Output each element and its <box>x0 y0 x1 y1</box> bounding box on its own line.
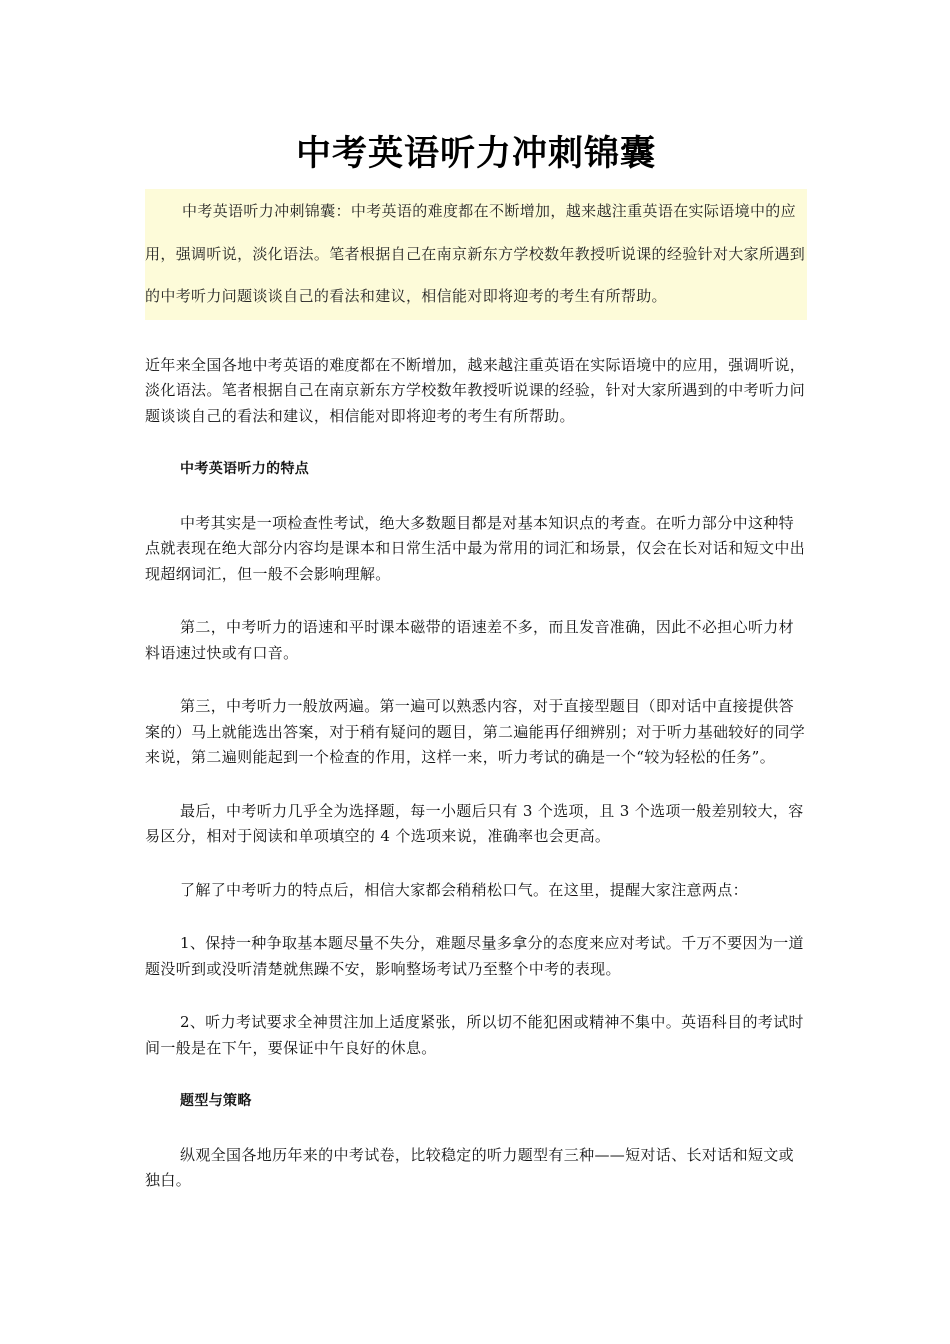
paragraph: 2、听力考试要求全神贯注加上适度紧张，所以切不能犯困或精神不集中。英语科目的考试时间一般是在下午，要保证中午良好的休息。 <box>145 1013 804 1057</box>
article-body <box>145 353 807 1194</box>
paragraph: 第二，中考听力的语速和平时课本磁带的语速差不多，而且发音准确，因此不必担心听力材料语速过快或有口音。 <box>145 618 795 662</box>
document-title: 中考英语听力冲刺锦囊 <box>295 133 656 174</box>
paragraph: 1、保持一种争取基本题尽量不失分，难题尽量多拿分的态度来应对考试。千万不要因为一道题没听到或没听清楚就焦躁不安，影响整场考试乃至整个中考的表现。 <box>145 934 804 978</box>
section-heading-strategy: 题型与策略 <box>180 1093 252 1109</box>
paragraph: 最后，中考听力几乎全为选择题，每一小题后只有 3 个选项，且 3 个选项一般差别较大，容易区分，相对于阅读和单项填空的 4 个选项来说，准确率也会更高。 <box>145 801 804 845</box>
document-page <box>145 0 807 1222</box>
paragraph: 第三，中考听力一般放两遍。第一遍可以熟悉内容，对于直接型题目（即对话中直接提供答案的）马上就能选出答案，对于稍有疑问的题目，第二遍能再仔细辨别；对于听力基础较好的同学来说，第二遍则能起到一个检查的作用，这样一来，听力考试的确是一个“较为轻松的任务”。 <box>145 697 806 766</box>
paragraph: 了解了中考听力的特点后，相信大家都会稍稍松口气。在这里，提醒大家注意两点： <box>180 880 748 899</box>
paragraph: 纵观全国各地历年来的中考试卷，比较稳定的听力题型有三种——短对话、长对话和短文或独白。 <box>145 1145 795 1189</box>
section-heading-features: 中考英语听力的特点 <box>180 461 310 477</box>
intro-paragraph: 近年来全国各地中考英语的难度都在不断增加，越来越注重英语在实际语境中的应用，强调听说，淡化语法。笔者根据自己在南京新东方学校数年教授听说课的经验，针对大家所遇到的中考听力问题谈谈自己的看法和建议，相信能对即将迎考的考生有所帮助。 <box>145 355 806 425</box>
summary-box: 中考英语听力冲刺锦囊：中考英语的难度都在不断增加，越来越注重英语在实际语境中的应用，强调听说，淡化语法。笔者根据自己在南京新东方学校数年教授听说课的经验针对大家所遇到的中考听力问题谈谈自己的看法和建议，相信能对即将迎考的考生有所帮助。 <box>145 189 807 320</box>
paragraph: 中考其实是一项检查性考试，绝大多数题目都是对基本知识点的考查。在听力部分中这种特点就表现在绝大部分内容均是课本和日常生活中最为常用的词汇和场景，仅会在长对话和短文中出现超纲词汇，但一般不会影响理解。 <box>145 513 806 583</box>
